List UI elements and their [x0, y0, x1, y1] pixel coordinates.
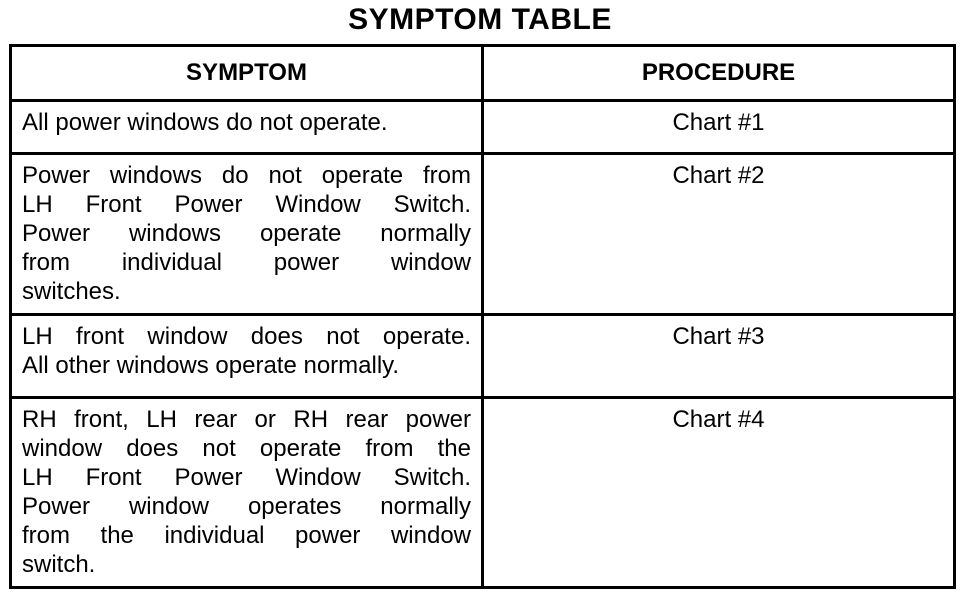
table-header-row [11, 46, 955, 101]
symptom-line: switches. [22, 278, 121, 305]
header-symptom: SYMPTOM [11, 46, 483, 101]
header-procedure: PROCEDURE [483, 46, 955, 101]
procedure-cell: Chart #1 [483, 101, 955, 154]
table-row [11, 315, 955, 398]
symptom-line: RH front, LH rear or RH rear power [22, 406, 471, 433]
symptom-line: LH Front Power Window Switch. [22, 464, 471, 491]
symptom-cell [11, 398, 483, 588]
page-title: SYMPTOM TABLE [348, 3, 612, 36]
symptom-line: All power windows do not operate. [22, 109, 388, 136]
symptom-cell [11, 101, 483, 154]
symptom-line: Power windows do not operate from [22, 162, 471, 189]
table-row [11, 154, 955, 315]
symptom-line: from individual power window [22, 249, 471, 276]
symptom-line: window does not operate from the [22, 435, 471, 462]
table-row [11, 398, 955, 588]
symptom-cell [11, 154, 483, 315]
procedure-cell: Chart #3 [483, 315, 955, 398]
symptom-line: from the individual power window [22, 522, 471, 549]
symptom-line: LH Front Power Window Switch. [22, 191, 471, 218]
symptom-line: Power window operates normally [22, 493, 471, 520]
procedure-cell: Chart #4 [483, 398, 955, 588]
symptom-line: switch. [22, 551, 96, 578]
symptom-line: LH front window does not operate. [22, 323, 471, 350]
symptom-line: All other windows operate normally. [22, 352, 400, 379]
symptom-table [9, 44, 956, 589]
symptom-cell [11, 315, 483, 398]
procedure-cell: Chart #2 [483, 154, 955, 315]
symptom-line: Power windows operate normally [22, 220, 471, 247]
table-row [11, 101, 955, 154]
